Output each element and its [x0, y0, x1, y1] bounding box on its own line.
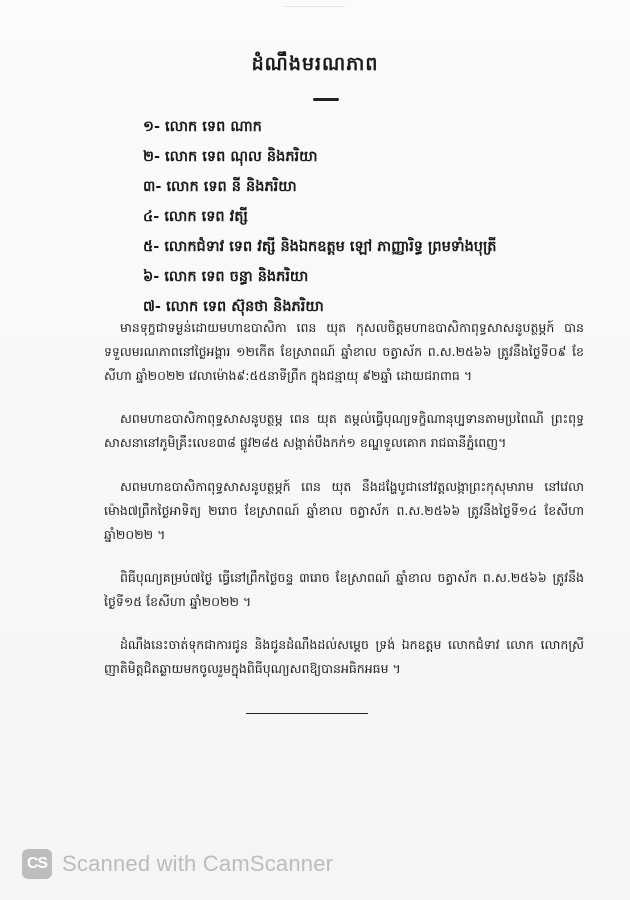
top-edge-mark: [285, 0, 345, 7]
family-list-item: ១- លោក ទេព ណាក: [143, 119, 262, 135]
family-list-item: ៦- លោក ទេព ចន្ធា និងភរិយា: [143, 269, 309, 285]
camscanner-watermark: [22, 846, 333, 882]
signature-line: [246, 713, 368, 714]
document-title: ដំណឹងមរណភាព: [251, 53, 379, 75]
watermark-text: Scanned with CamScanner: [62, 851, 334, 876]
paragraph-funeral-location: សពមហាឧបាសិកាពុទ្ធសាសនូបត្ថម្ភ ពេន យុត តម្កល់ធ្វើបុណ្យទក្ខិណានុប្បទានតាមប្រពៃណី ព្រះពុទ្ធសាសនានៅភូមិគ្រឹះលេខ៣៨ ផ្លូវ២៨៥ សង្កាត់បឹងកក់១ ខណ្ឌទួលគោក រាជធានីភ្នំពេញ។: [104, 411, 584, 450]
paragraph-announcement: មានទុក្ខជាទម្ងន់ដោយមហាឧបាសិកា ពេន យុត កុសលចិត្តមហាឧបាសិកាពុទ្ធសាសនូបត្ថម្ភក៍ បានទទួលមរណភាពនៅថ្ងៃអង្គារ ១២កើត ខែស្រាពណ៍ ឆ្នាំខាល ចត្វាស័ក ព.ស.២៥៦៦ ត្រូវនឹងថ្ងៃទី០៩ ខែសីហា ឆ្នាំ២០២២ វេលាម៉ោង៩:៥៥នាទីព្រឹក ក្នុងជន្មាយុ ៩២ឆ្នាំ ដោយជរាពាធ ។: [104, 320, 584, 383]
family-list-item: ៧- លោក ទេព ស៊ុនថា និងភរិយា: [143, 299, 324, 315]
family-list-item: ៣- លោក ទេព នី និងភរិយា: [143, 179, 297, 195]
title-ornament: [313, 98, 339, 101]
paragraph-procession: សពមហាឧបាសិកាពុទ្ធសាសនូបត្ថម្ភក៍ ពេន យុត នឹងដង្ហែបូជានៅវត្តលង្កាព្រះកុសុមារាម នៅវេលាម៉ោង៧ព្រឹកថ្ងៃអាទិត្យ ២រោច ខែស្រាពណ៍ ឆ្នាំខាល ចត្វាស័ក ព.ស.២៥៦៦ ត្រូវនឹងថ្ងៃទី១៤ ខែសីហា ឆ្នាំ២០២២ ។: [104, 479, 584, 542]
family-list-item: ២- លោក ទេព ណុល និងភរិយា: [143, 149, 318, 165]
camscanner-logo-icon: [22, 849, 52, 879]
body-text: [104, 316, 584, 700]
family-list-item: ៥- លោកជំទាវ ទេព វត្សី និងឯកឧត្តម ឡៅ ភាញ្ញារិទ្ធ ព្រមទាំងបុត្រី: [143, 239, 497, 255]
family-list: [143, 112, 583, 322]
logo-text: CS: [26, 855, 48, 872]
paragraph-seventh-day-ceremony: ពិធីបុណ្យគម្រប់៧ថ្ងៃ ធ្វើនៅព្រឹកថ្ងៃចន្ទ ៣រោច ខែស្រាពណ៍ ឆ្នាំខាល ចត្វាស័ក ព.ស.២៥៦៦ ត្រូវនឹង ថ្ងៃទី១៥ ខែសីហា ឆ្នាំ២០២២ ។: [104, 570, 584, 609]
family-list-item: ៤- លោក ទេព វត្សី: [143, 209, 248, 225]
paragraph-invitation: ដំណឹងនេះចាត់ទុកជាការជូន និងជូនដំណឹងដល់សម្តេច ទ្រង់ ឯកឧត្តម លោកជំទាវ លោក លោកស្រី ញាតិមិត្តជិតឆ្ងាយមកចូលរួមក្នុងពិធីបុណ្យសពឱ្យបានអធិកអធម ។: [104, 637, 584, 676]
